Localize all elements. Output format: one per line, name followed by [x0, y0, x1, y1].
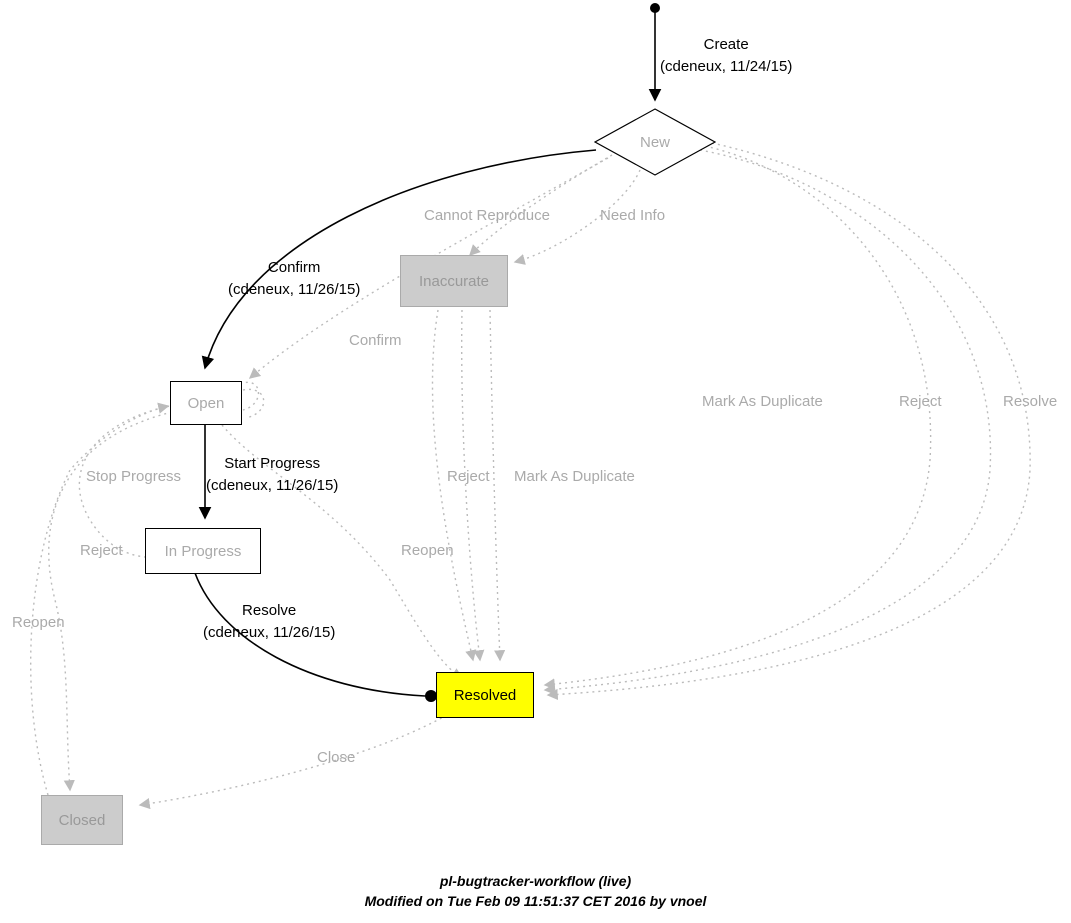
- node-inaccurate-label: Inaccurate: [418, 272, 490, 290]
- node-open[interactable]: [170, 381, 242, 425]
- edge-label-confirm: [228, 257, 360, 301]
- edge-label-need-info: Need Info: [600, 207, 666, 224]
- edge-label-confirm-name: Confirm: [267, 259, 321, 276]
- diagram-caption: [0, 871, 1071, 912]
- edge-label-confirm-meta: (cdeneux, 11/26/15): [228, 280, 361, 298]
- edge-label-close: Close: [317, 749, 356, 766]
- node-in-progress[interactable]: [145, 528, 261, 574]
- edge-label-create: [660, 34, 792, 78]
- edge-label-start-progress: [206, 453, 338, 497]
- node-resolved-label: Resolved: [453, 686, 517, 704]
- diagram-title: pl-bugtracker-workflow (live): [439, 873, 632, 889]
- edge-label-mark-as-duplicate-right: Mark As Duplicate: [702, 393, 823, 410]
- edge-label-confirm-inactive: Confirm: [349, 332, 402, 349]
- edge-label-start-progress-name: Start Progress: [224, 455, 321, 472]
- edge-label-reopen-left: Reopen: [12, 614, 65, 631]
- edge-label-stop-progress: Stop Progress: [86, 468, 182, 485]
- node-new[interactable]: [594, 108, 716, 176]
- node-open-label: Open: [187, 394, 225, 412]
- edge-label-reject-mid: Reject: [447, 468, 490, 485]
- diagram-subtitle: Modified on Tue Feb 09 11:51:37 CET 2016 by vnoel: [364, 893, 707, 910]
- edge-label-resolve: [203, 600, 335, 644]
- edge-label-reject-right: Reject: [899, 393, 942, 410]
- edge-label-resolve-meta: (cdeneux, 11/26/15): [203, 623, 336, 641]
- edge-label-reject-left: Reject: [80, 542, 123, 559]
- node-closed-label: Closed: [58, 811, 106, 829]
- edge-label-mark-as-duplicate-mid: Mark As Duplicate: [514, 468, 635, 485]
- edge-label-resolve-name: Resolve: [242, 602, 297, 619]
- edge-label-resolve-right: Resolve: [1003, 393, 1058, 410]
- node-resolved[interactable]: [436, 672, 534, 718]
- node-new-label: New: [639, 133, 670, 151]
- edge-label-reopen-mid: Reopen: [401, 542, 454, 559]
- edge-label-start-progress-meta: (cdeneux, 11/26/15): [206, 476, 339, 494]
- edge-label-cannot-reproduce: Cannot Reproduce: [424, 207, 550, 224]
- node-closed[interactable]: [41, 795, 123, 845]
- node-inaccurate[interactable]: [400, 255, 508, 307]
- edge-label-create-name: Create: [703, 36, 749, 53]
- node-in-progress-label: In Progress: [164, 542, 242, 560]
- edge-label-create-meta: (cdeneux, 11/24/15): [660, 57, 793, 75]
